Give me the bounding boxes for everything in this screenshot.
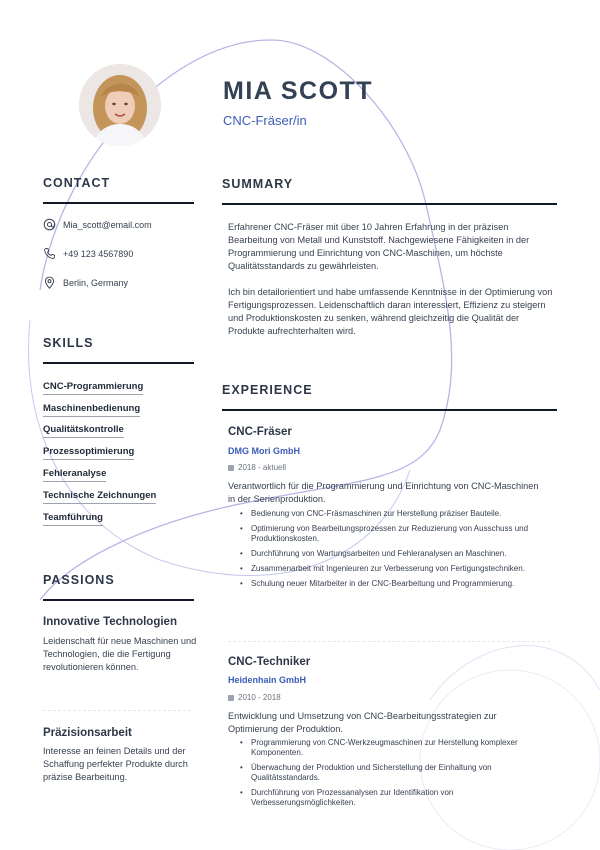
skill-item: Teamführung: [43, 512, 103, 526]
skill-item: Technische Zeichnungen: [43, 490, 156, 504]
period-text: 2018 - aktuell: [238, 463, 287, 472]
email-text: Mia_scott@email.com: [63, 219, 152, 230]
job-description: Entwicklung und Umsetzung von CNC-Bearbeitungsstrategien zur Optimierung der Produktion.: [228, 711, 497, 734]
company-name: Heidenhain GmbH: [228, 675, 307, 685]
calendar-icon: [228, 695, 234, 701]
job-divider: [228, 641, 550, 642]
period-text: 2010 - 2018: [238, 693, 281, 702]
bullet-item: • Bedienung von CNC-Fräsmaschinen zur Herstellung präziser Bauteile.: [238, 509, 558, 519]
profile-photo: [79, 64, 161, 146]
bullet-item: • Optimierung von Bearbeitungsprozessen zur Reduzierung von Ausschuss und Produktionskosten.: [238, 524, 558, 544]
summary-paragraph: Ich bin detailorientiert und habe umfassende Kenntnisse in der Optimierung von Fertigungsprozessen. Leidenschaftlich daran interessiert, Effizienz zu steigern und Produktionskosten zu senken, während gleichzeitig die Qualität der Produkte aufrechterhalten wird.: [228, 287, 553, 336]
contact-email[interactable]: [43, 218, 152, 231]
phone-icon: [43, 247, 56, 260]
passion-description: Interesse an feinen Details und der Schaffung perfekter Produkte durch präzise Bearbeitung.: [43, 746, 188, 782]
job-role: CNC-Fräser/in: [223, 113, 307, 128]
skills-heading: SKILLS: [43, 336, 194, 364]
skill-item: Qualitätskontrolle: [43, 424, 124, 438]
job-title: CNC-Techniker: [228, 656, 311, 668]
bullet-item: • Überwachung der Produktion und Sicherstellung der Einhaltung von Qualitätsstandards.: [238, 763, 558, 783]
candidate-name: MIA SCOTT: [223, 77, 374, 105]
job-bullets: [238, 509, 558, 594]
contact-phone[interactable]: [43, 247, 133, 260]
skill-item: Fehleranalyse: [43, 468, 106, 482]
at-icon: [43, 218, 56, 231]
passion-description: Leidenschaft für neue Maschinen und Technologien, die die Fertigung revolutionieren können.: [43, 636, 197, 672]
summary-heading: SUMMARY: [222, 177, 557, 205]
job-title: CNC-Fräser: [228, 426, 292, 438]
location-icon: [43, 276, 56, 289]
location-text: Berlin, Germany: [63, 277, 129, 288]
passion-title: Innovative Technologien: [43, 616, 177, 628]
summary-paragraph: Erfahrener CNC-Fräser mit über 10 Jahren Erfahrung in der präzisen Bearbeitung von Metall und Kunststoff. Nachgewiesene Fähigkeiten in der Programmierung und Einrichtung von CNC-Maschinen, um höchste Qualitätsstandards zu gewährleisten.: [228, 222, 530, 271]
phone-text: +49 123 4567890: [63, 248, 134, 259]
bullet-item: • Programmierung von CNC-Werkzeugmaschinen zur Herstellung komplexer Komponenten.: [238, 738, 558, 758]
skill-item: Maschinenbedienung: [43, 403, 140, 417]
contact-heading: CONTACT: [43, 176, 194, 204]
passion-title: Präzisionsarbeit: [43, 727, 132, 739]
bullet-item: • Zusammenarbeit mit Ingenieuren zur Verbesserung von Fertigungstechniken.: [238, 564, 558, 574]
job-description: Verantwortlich für die Programmierung und Einrichtung von CNC-Maschinen in der Serienproduktion.: [228, 481, 539, 504]
skill-item: Prozessoptimierung: [43, 446, 134, 460]
calendar-icon: [228, 465, 234, 471]
passions-heading: PASSIONS: [43, 573, 194, 601]
company-name: DMG Mori GmbH: [228, 446, 300, 456]
bullet-item: • Durchführung von Prozessanalysen zur Identifikation von Verbesserungsmöglichkeiten.: [238, 788, 558, 808]
bullet-item: • Schulung neuer Mitarbeiter in der CNC-Bearbeitung und Programmierung.: [238, 579, 558, 589]
passion-divider: [43, 710, 191, 711]
contact-location: [43, 276, 128, 289]
skill-item: CNC-Programmierung: [43, 381, 143, 395]
job-period: [228, 693, 281, 702]
job-bullets: [238, 738, 558, 813]
experience-heading: EXPERIENCE: [222, 383, 557, 411]
bullet-item: • Durchführung von Wartungsarbeiten und Fehleranalysen an Maschinen.: [238, 549, 558, 559]
job-period: [228, 463, 286, 472]
